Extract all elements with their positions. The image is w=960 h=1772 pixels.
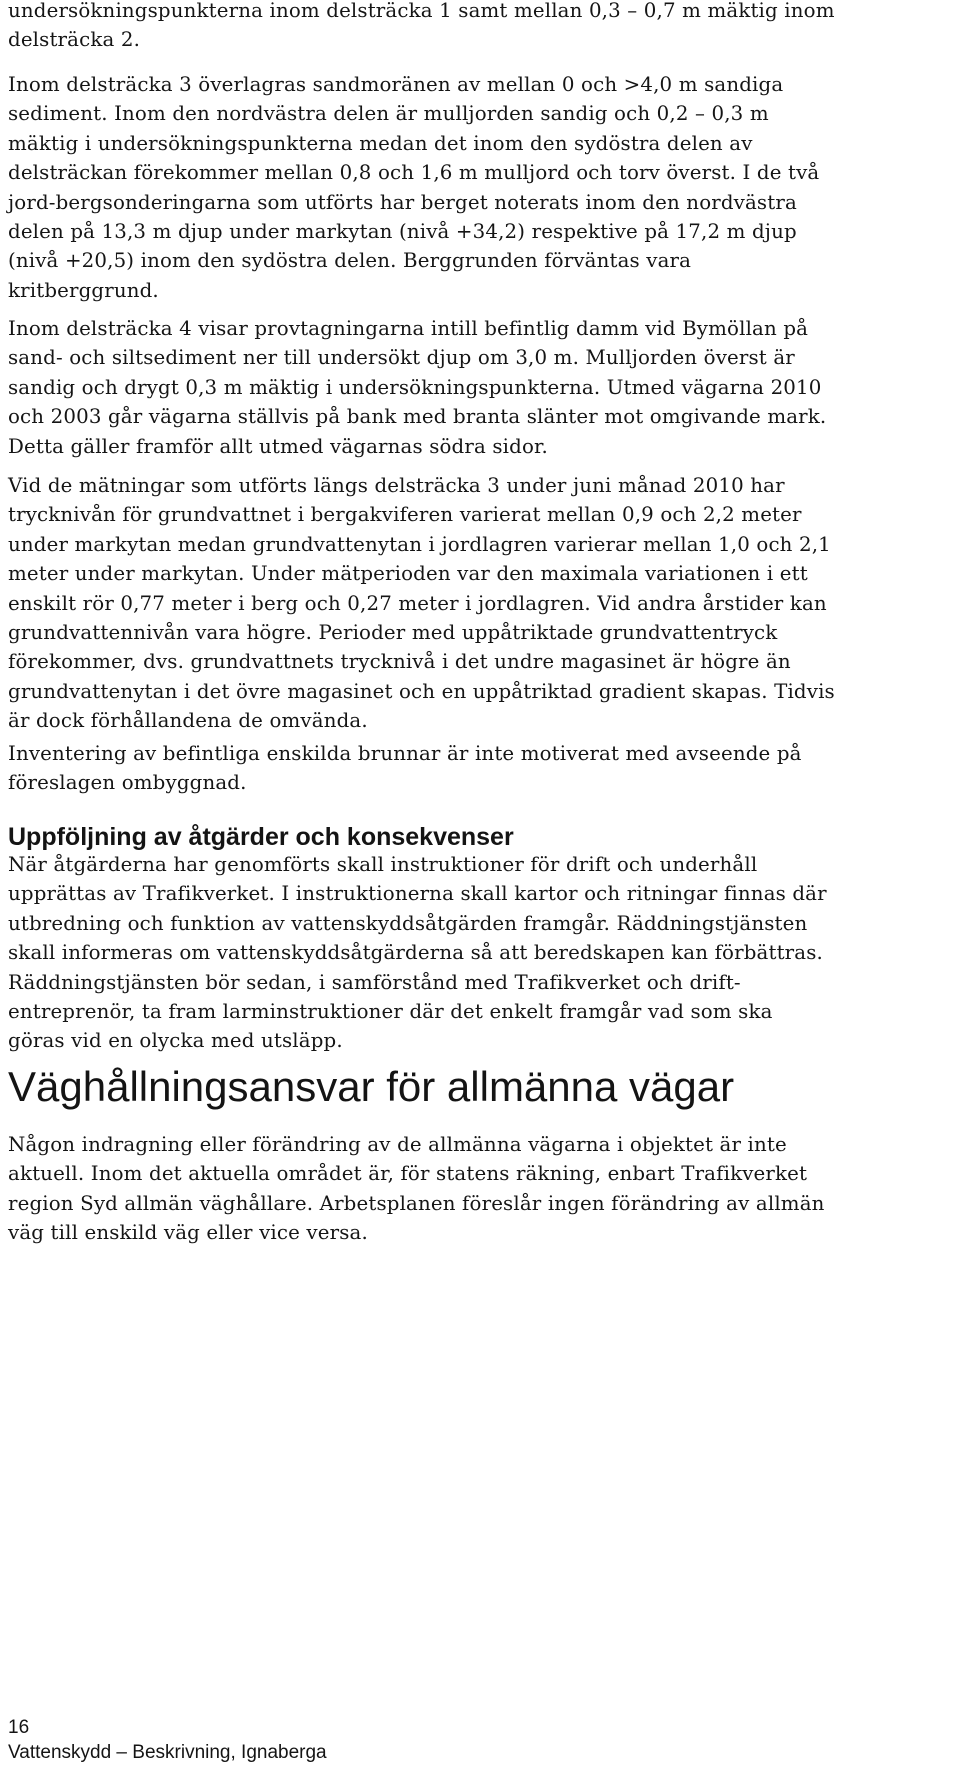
paragraph-wells: Inventering av befintliga enskilda brunnar är inte motiverat med avseende på föreslagen ombyggnad.	[8, 742, 802, 795]
paragraph-groundwater: Vid de mätningar som utförts längs delsträcka 3 under juni månad 2010 har trycknivån för grundvattnet i bergakviferen varierat mellan 0,9 och 2,2 meter under markytan medan grundvattenytan i jordlagren varierar mellan 1,0 och 2,1 meter under markytan. Under mätperioden var den maximala variationen i ett enskilt rör 0,77 meter i berg och 0,27 meter i jordlagren. Vid andra årstider kan grundvattennivån vara högre. Perioder med uppåtriktade grundvattentryck förekommer, dvs. grundvattnets trycknivå i det undre magasinet är högre än grundvattenytan i det övre magasinet och en uppåtriktad gradient skapas. Tidvis är dock förhållandena de omvända.	[8, 474, 835, 733]
paragraph-soil-layers-3: Inom delsträcka 3 överlagras sandmoränen av mellan 0 och >4,0 m sandiga sediment. Inom den nordvästra delen är mulljorden sandig och 0,2 – 0,3 m mäktig i undersökningspunkterna medan det inom den sydöstra delen av delsträckan förekommer mellan 0,8 och 1,6 m mulljord och torv överst. I de två jord-bergsonderingarna som utförts har berget noterats inom den nordvästra delen på 13,3 m djup under markytan (nivå +34,2) respektive på 17,2 m djup (nivå +20,5) inom den sydöstra delen. Berggrunden förväntas vara kritberggrund.	[8, 73, 820, 302]
section-heading-road-maintenance: Väghållningsansvar för allmänna vägar	[8, 1063, 735, 1110]
footer-document-title: Vattenskydd – Beskrivning, Ignaberga	[8, 1742, 327, 1763]
paragraph-soil-layers-4: Inom delsträcka 4 visar provtagningarna intill befintlig damm vid Bymöllan på sand- och siltsediment ner till undersökt djup om 3,0 m. Mulljorden överst är sandig och drygt 0,3 m mäktig i undersökningspunkterna. Utmed vägarna 2010 och 2003 går vägarna ställvis på bank med branta slänter mot omgivande mark. Detta gäller framför allt utmed vägarnas södra sidor.	[8, 317, 827, 458]
paragraph-road-maintenance: Någon indragning eller förändring av de allmänna vägarna i objektet är inte aktuell. Inom det aktuella området är, för statens räkning, enbart Trafikverket region Syd allmän väghållare. Arbetsplanen föreslår ingen förändring av allmän väg till enskild väg eller vice versa.	[8, 1133, 825, 1245]
footer-page-number: 16	[8, 1717, 30, 1738]
paragraph-followup: När åtgärderna har genomförts skall instruktioner för drift och underhåll upprättas av Trafikverket. I instruktionerna skall kartor och ritningar finnas där utbredning och funktion av vattenskyddsåtgärden framgår. Räddningstjänsten skall informeras om vattenskyddsåtgärderna så att beredskapen kan förbättras. Räddningstjänsten bör sedan, i samförstånd med Trafikverket och drift- entreprenör, ta fram larminstruktioner där det enkelt framgår vad som ska göras vid en olycka med utsläpp.	[8, 853, 827, 1053]
paragraph-soil-layers-1: undersökningspunkterna inom delsträcka 1 samt mellan 0,3 – 0,7 m mäktig inom delsträcka 2.	[8, 0, 835, 52]
section-heading-followup: Uppföljning av åtgärder och konsekvenser	[8, 823, 514, 851]
